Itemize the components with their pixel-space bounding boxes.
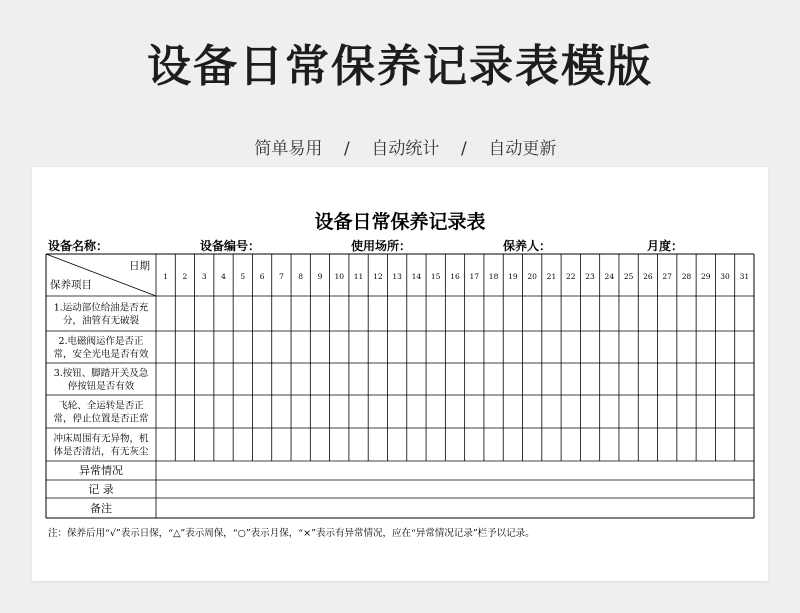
day-number: 31	[739, 272, 750, 281]
day-number: 26	[643, 272, 653, 281]
tag-separator: /	[344, 139, 350, 159]
day-number: 27	[662, 272, 672, 281]
item-text-line2: 体是否清洁，有无灰尘	[53, 446, 149, 458]
day-number: 29	[701, 272, 711, 281]
item-text-line2: 常，安全光电是否有效	[53, 349, 149, 360]
item-text-line2: 常，停止位置是否正常	[53, 413, 149, 425]
day-number: 21	[546, 272, 557, 281]
day-number: 1	[163, 272, 169, 281]
date-header-label: 日期	[129, 260, 150, 272]
day-number: 5	[240, 272, 246, 281]
day-number: 28	[681, 272, 692, 281]
day-number: 30	[720, 272, 730, 281]
tag-separator: /	[461, 139, 467, 159]
day-number: 19	[508, 272, 518, 281]
document-title: 设备日常保养记录表	[314, 211, 486, 233]
day-number: 9	[317, 272, 323, 281]
day-number: 2	[182, 272, 188, 281]
day-number: 11	[353, 272, 364, 281]
record-label: 记 录	[88, 483, 114, 496]
day-number: 4	[221, 272, 226, 281]
day-number: 24	[604, 272, 615, 281]
item-text-line1: 冲床周围有无异物，机	[53, 433, 149, 445]
tag-auto-update: 自动更新	[488, 139, 557, 159]
item-text-line1: 2.电磁阀运作是否正	[58, 336, 144, 347]
day-number: 25	[623, 272, 634, 281]
day-number: 22	[565, 272, 576, 281]
month-label: 月度：	[647, 239, 684, 253]
abnormal-label: 异常情况	[79, 464, 123, 477]
day-number: 7	[278, 272, 284, 281]
item-text-line2: 分，油管有无破裂	[62, 315, 140, 327]
tag-auto-stats: 自动统计	[371, 139, 440, 159]
maintainer-label: 保养人：	[503, 239, 552, 253]
day-number: 16	[450, 272, 460, 281]
device-name-label: 设备名称：	[48, 239, 109, 253]
feature-tagline	[0, 114, 800, 159]
day-number: 15	[430, 272, 441, 281]
day-number: 20	[527, 272, 537, 281]
day-number: 12	[373, 272, 383, 281]
item-text-line1: 飞轮、全运转是否正	[58, 400, 144, 412]
day-number: 23	[585, 272, 595, 281]
page-title: 设备日常保养记录表模版	[147, 41, 653, 92]
day-number: 18	[488, 272, 499, 281]
location-label: 使用场所：	[351, 239, 412, 253]
item-text-line1: 1.运动部位给油是否充	[53, 302, 149, 314]
day-number: 6	[259, 272, 265, 281]
day-number: 10	[334, 272, 345, 281]
day-number: 3	[201, 272, 207, 281]
day-number: 13	[392, 272, 402, 281]
device-no-label: 设备编号：	[200, 239, 261, 253]
document-sheet	[32, 167, 768, 581]
maintenance-table	[32, 167, 768, 581]
day-number: 8	[298, 272, 304, 281]
tag-easy: 简单易用	[254, 139, 323, 159]
day-number: 14	[411, 272, 422, 281]
item-text-line2: 停按钮是否有效	[67, 381, 135, 392]
item-text-line1: 3.按钮、脚踏开关及急	[53, 368, 149, 379]
remarks-label: 备注	[90, 502, 112, 515]
footnote: 注：保养后用“√”表示日保，“△”表示周保，“○”表示月保，“×”表示有异常情况，应在“异常情况记录”栏予以记录。	[48, 528, 535, 539]
day-number: 17	[469, 272, 480, 281]
item-header-label: 保养项目	[50, 279, 92, 291]
